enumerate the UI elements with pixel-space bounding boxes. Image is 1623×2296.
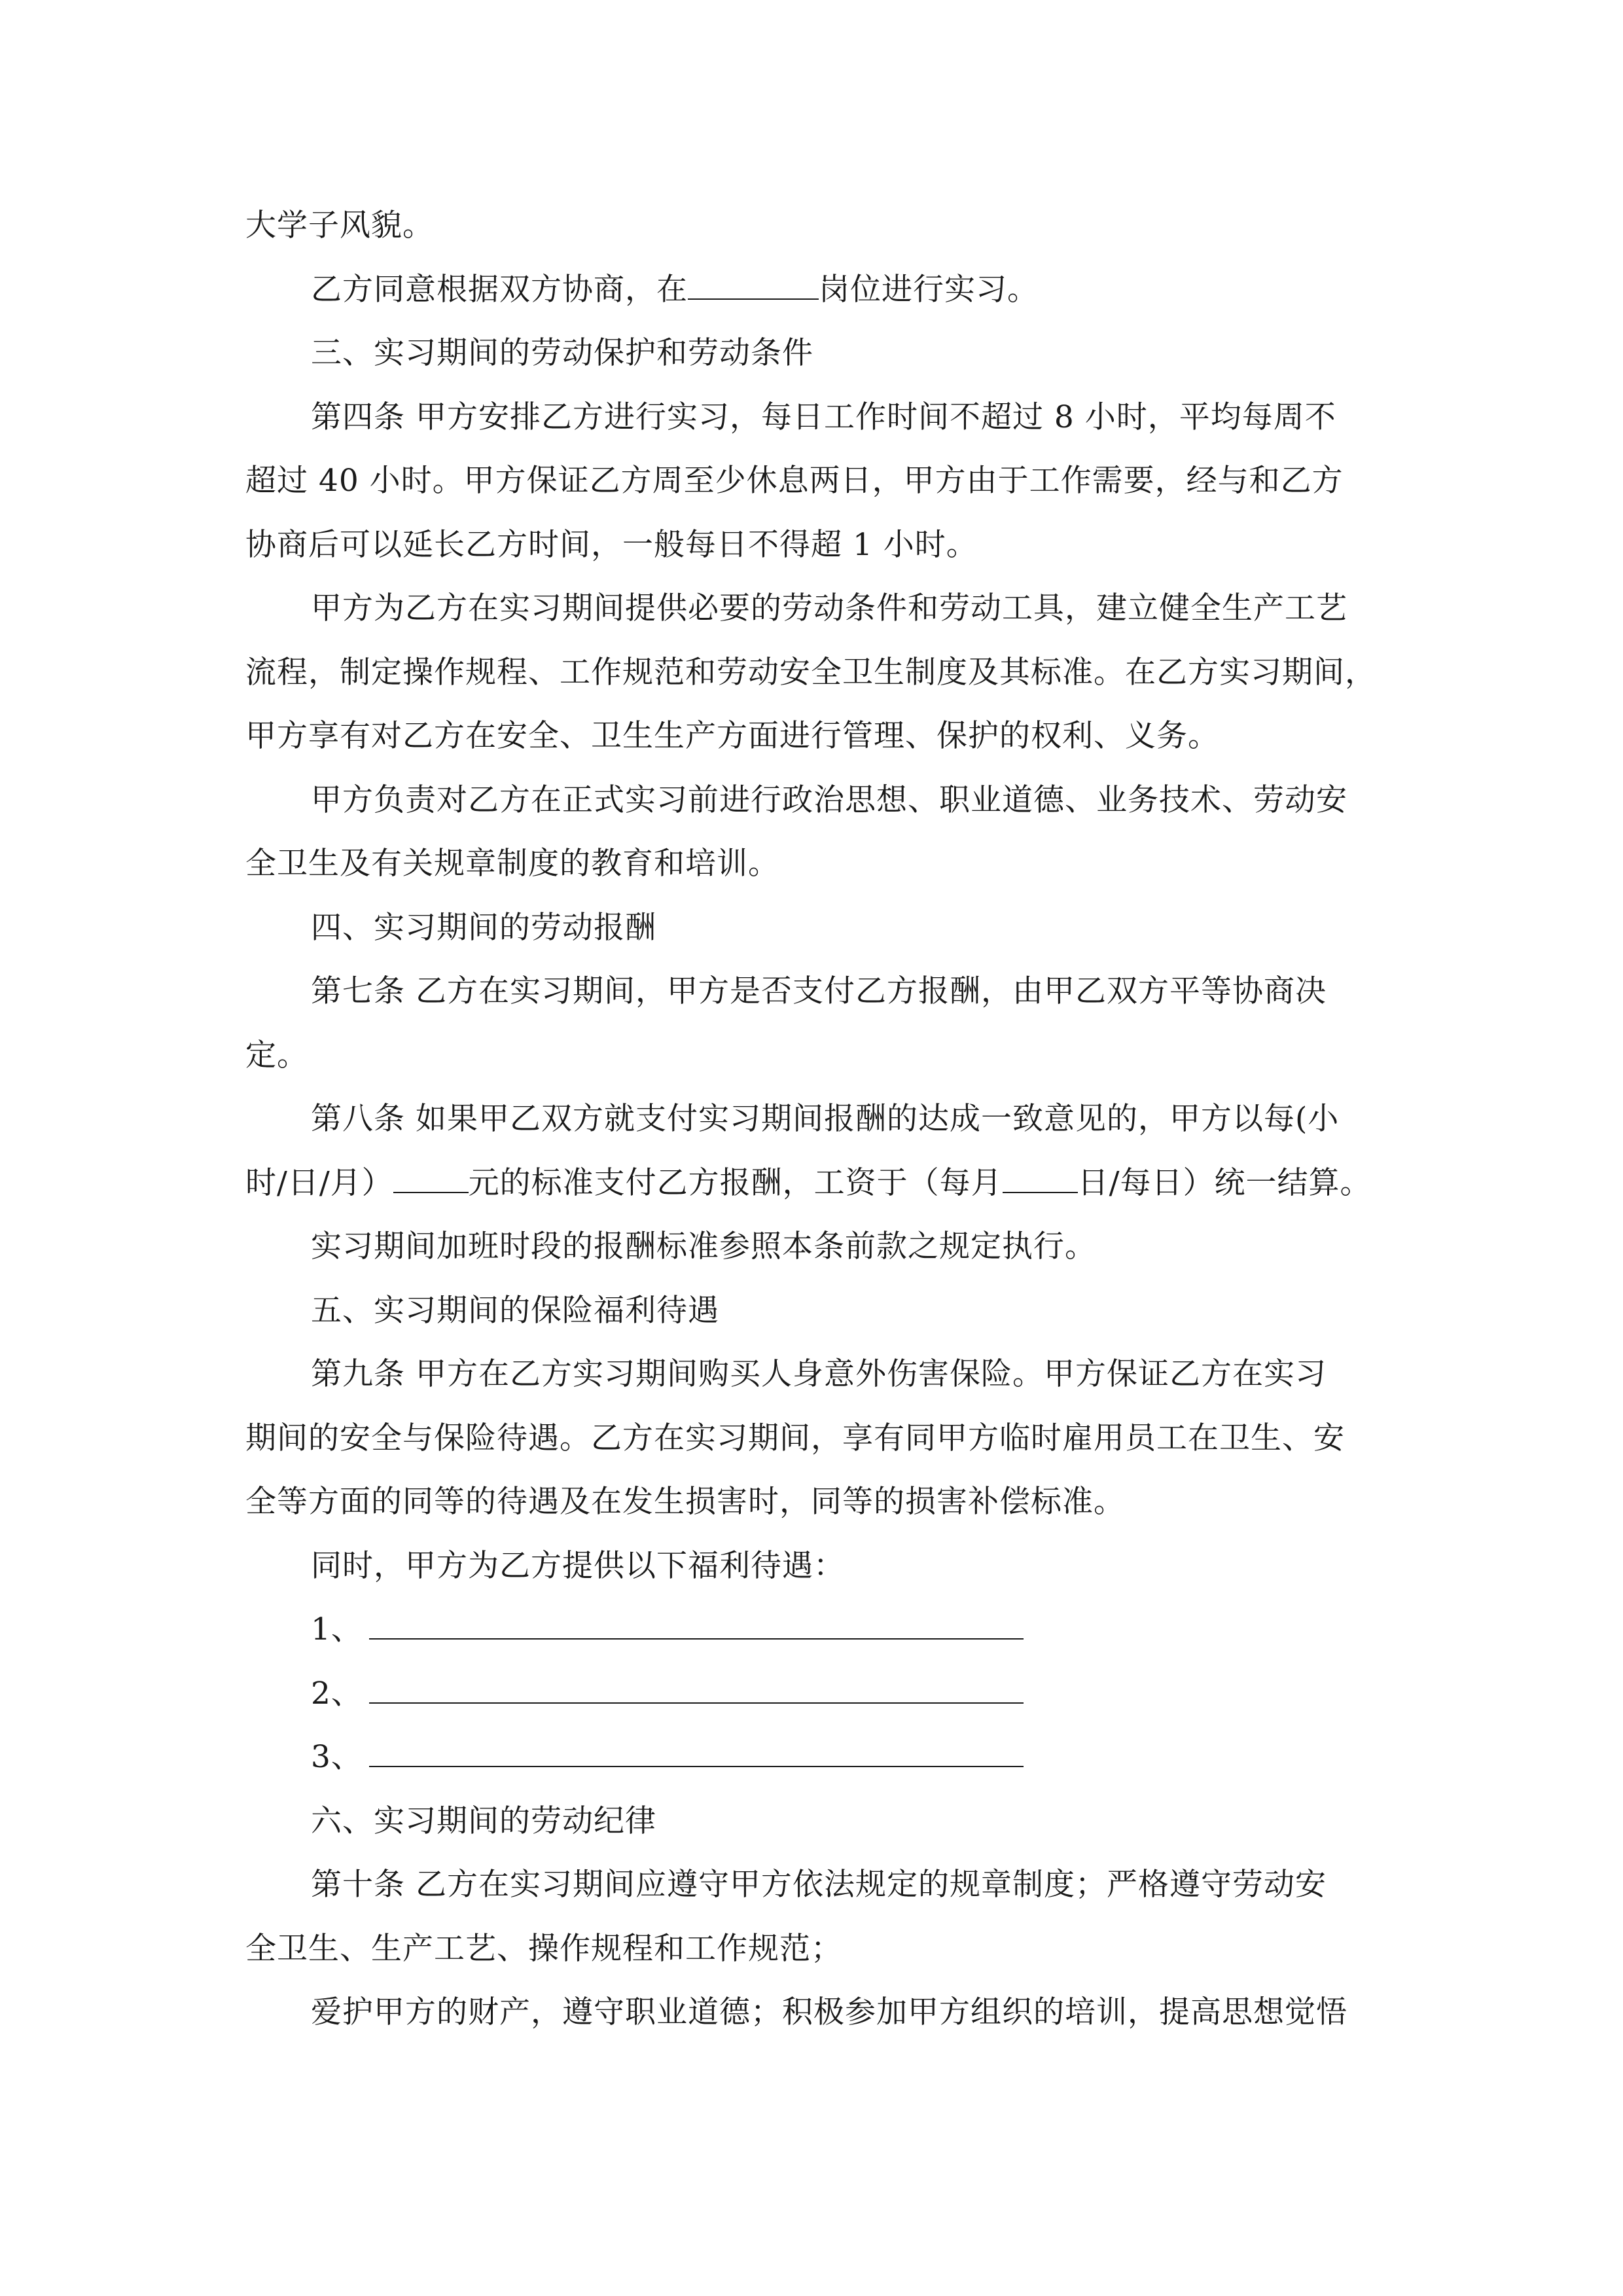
- pay-day-blank: [1003, 1164, 1078, 1193]
- text-line: 第七条 乙方在实习期间，甲方是否支付乙方报酬，由甲乙双方平等协商决: [311, 973, 1327, 1009]
- benefit-blank: [369, 1611, 1024, 1640]
- text-segment: 日/每日）统一结算。: [1077, 1164, 1372, 1201]
- position-blank: [688, 271, 819, 300]
- text-line: 第十条 乙方在实习期间应遵守甲方依法规定的规章制度；严格遵守劳动安: [311, 1867, 1327, 1903]
- section-heading: 六、实习期间的劳动纪律: [311, 1803, 656, 1839]
- text-segment: 时/日/月）: [245, 1164, 393, 1201]
- text-line: 同时，甲方为乙方提供以下福利待遇：: [311, 1547, 845, 1584]
- benefit-blank: [369, 1675, 1024, 1704]
- text-line: 全卫生及有关规章制度的教育和培训。: [245, 846, 779, 882]
- text-line: 爱护甲方的财产，遵守职业道德；积极参加甲方组织的培训，提高思想觉悟: [311, 1994, 1347, 2030]
- benefit-blank: [369, 1738, 1024, 1767]
- text-line: 超过 40 小时。甲方保证乙方周至少休息两日，甲方由于工作需要，经与和乙方: [245, 463, 1344, 499]
- text-line: 全等方面的同等的待遇及在发生损害时，同等的损害补偿标准。: [245, 1484, 1125, 1520]
- text-line: 全卫生、生产工艺、操作规程和工作规范；: [245, 1930, 842, 1967]
- pay-amount-blank: [393, 1164, 469, 1193]
- text-segment: 元的标准支付乙方报酬，工资于（每月: [468, 1164, 1003, 1201]
- text-line: 第四条 甲方安排乙方进行实习，每日工作时间不超过 8 小时，平均每周不: [311, 399, 1336, 435]
- internship-position-clause: [245, 258, 1384, 322]
- text-line: 第九条 甲方在乙方实习期间购买人身意外伤害保险。甲方保证乙方在实习: [311, 1356, 1327, 1392]
- document-body: [245, 194, 1384, 2045]
- text-line: 流程，制定操作规程、工作规范和劳动安全卫生制度及其标准。在乙方实习期间，: [245, 654, 1376, 691]
- text-line: 甲方负责对乙方在正式实习前进行政治思想、职业道德、业务技术、劳动安: [311, 781, 1347, 818]
- text-line: 期间的安全与保险待遇。乙方在实习期间，享有同甲方临时雇用员工在卫生、安: [245, 1420, 1345, 1456]
- text-line: 实习期间加班时段的报酬标准参照本条前款之规定执行。: [311, 1229, 1096, 1265]
- text-line: 第八条 如果甲乙双方就支付实习期间报酬的达成一致意见的，甲方以每(小: [311, 1101, 1340, 1137]
- section-heading: 五、实习期间的保险福利待遇: [311, 1292, 719, 1329]
- list-number: 3、: [311, 1739, 363, 1775]
- text-segment: 岗位进行实习。: [819, 271, 1039, 308]
- text-line: 甲方为乙方在实习期间提供必要的劳动条件和劳动工具，建立健全生产工艺: [311, 590, 1347, 626]
- benefit-item-2: [245, 1662, 1384, 1726]
- pay-rate-clause: [245, 1151, 1384, 1215]
- list-number: 2、: [311, 1675, 363, 1712]
- text-line: 甲方享有对乙方在安全、卫生生产方面进行管理、保护的权利、义务。: [245, 718, 1219, 754]
- list-number: 1、: [311, 1611, 363, 1647]
- text-line: 定。: [245, 1037, 308, 1073]
- text-line: 大学子风貌。: [245, 207, 434, 243]
- text-line: 协商后可以延长乙方时间，一般每日不得超 1 小时。: [245, 526, 978, 563]
- benefit-item-3: [245, 1725, 1384, 1789]
- section-heading: 三、实习期间的劳动保护和劳动条件: [311, 335, 813, 371]
- section-heading: 四、实习期间的劳动报酬: [311, 909, 656, 946]
- benefit-item-1: [245, 1598, 1384, 1662]
- text-segment: 乙方同意根据双方协商，在: [311, 271, 688, 308]
